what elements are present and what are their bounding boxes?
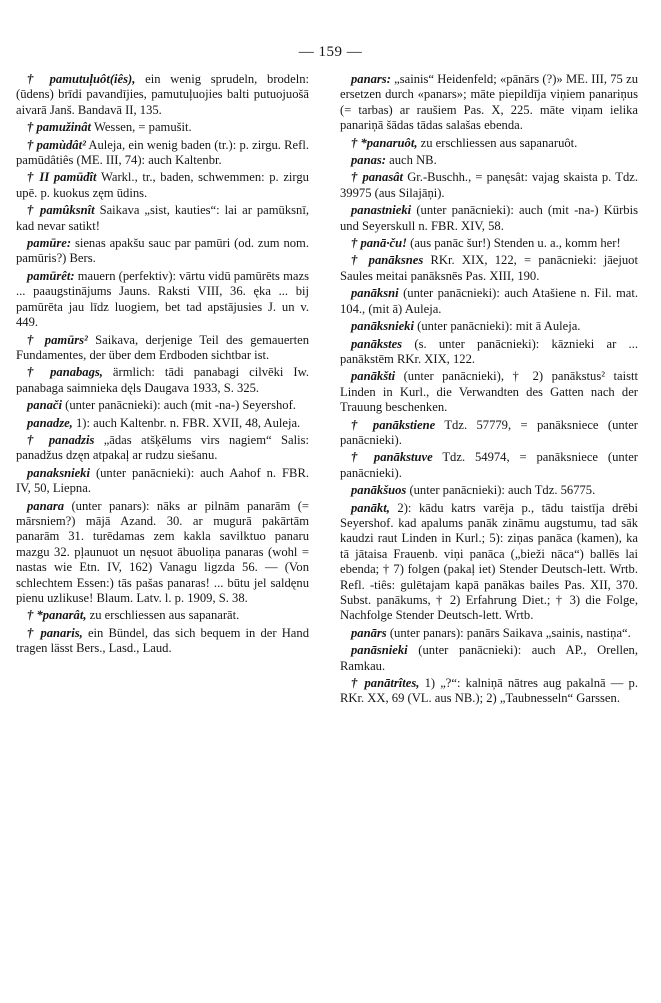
dictionary-entry [340, 450, 638, 481]
entry-headword: panaksnieki [27, 465, 90, 480]
dictionary-entry [340, 369, 638, 415]
dictionary-entry [16, 236, 309, 267]
entry-headword: † pamutuļuôt(iês), [27, 72, 136, 86]
entry-definition: sienas apakšu sauc par pamūri (od. zum nom. pamūris?) Bers. [16, 236, 309, 266]
entry-headword: panadze, [27, 415, 73, 430]
dictionary-entry [340, 418, 638, 449]
dictionary-entry [16, 466, 309, 497]
entry-definition: Gr.-Buschh., = panęsât: vajag skaista p. Tdz. 39975 (aus Silajāņi). [340, 170, 638, 200]
entry-headword: † panasât [351, 170, 404, 185]
entry-definition: mauern (perfektiv): vārtu vidū pamūrēts mazs ... paaugstinājums Jauns. Raksti VIII, 36. ęka ... bij pamūrēta jau līdz luogiem, bet tad apstājusies J. un v. 449. [16, 268, 309, 330]
entry-headword: pamūrêt: [27, 268, 75, 283]
dictionary-entry [16, 170, 309, 201]
entry-headword: † pamùdât² [27, 137, 86, 152]
entry-definition: ärmlich: tādi panabagi cilvēki Iw. panabaga saimnieka dęls Daugava 1933, S. 325. [16, 365, 310, 395]
entry-headword: † panaris, [27, 625, 83, 640]
entry-headword: panas: [351, 153, 386, 168]
dictionary-entry [340, 253, 638, 284]
entry-headword: † panabags, [27, 365, 103, 380]
entry-headword: † panā·ču! [351, 236, 407, 251]
entry-headword: panara [27, 498, 65, 513]
dictionary-entry [340, 72, 638, 134]
entry-definition: RKr. XIX, 122, = panācnieki: jāejuot Saules meitai panāksnēs Pas. XIII, 190. [340, 253, 638, 283]
dictionary-entry [340, 286, 638, 317]
entry-definition: 1): auch Kaltenbr. n. FBR. XVII, 48, Auleja. [72, 415, 301, 430]
dictionary-entry [16, 138, 309, 169]
dictionary-entry [340, 136, 638, 151]
entry-definition: „sainis“ Heidenfeld; «pānārs (?)» ME. III, 75 zu ersetzen durch «panars»; māte piepildīja viņiem panariņus (= tarbas) ar raušiem Pas. X, 225. māte viņam ielika panariņā šādas tādas salašas ebenda. [340, 72, 638, 133]
entry-headword: panākšuos [351, 483, 407, 498]
entry-definition: „ādas atšķēlums virs nagiem“ Salis: panadžus dzęn atpakaļ ar rudzu siešanu. [16, 432, 309, 463]
entry-definition: 2): kādu katrs varēja p., tādu taistīja drēbi Seyershof. kad apalums panāk zināmu augstumu, tad sāk kaudzi raut Linden in Kurl.; 5): ziņas panāca (kamen), ka tā jātaisa Frauenb. viņi panāca („bieži nāca“) ballēs lai ebenda; † 7) folgen (pakaļ iet) Stender Deutsch-lett. Wrtb. Refl. -tiês: gulētajam kapā panākas bailes Pas. XII, 370. Subst. panākums, † 2) Erfahrung Diet.; † 3) die Folge, Nachfolge Stender Deutsch-lett. Wrtb. [340, 500, 638, 623]
dictionary-entry [340, 337, 638, 368]
entry-definition: (unter panācnieki), † 2) panākstus² taistt Linden in Kurl., die Verwandten des Gatten nach der Trauung beschenken. [340, 369, 638, 415]
dictionary-entry [16, 120, 309, 135]
entry-definition: 1) „?“: kalniņā nātres aug pakalnā — p. RKr. XX, 69 (VL. aus NB.); 2) „Taubnesseln“ Garssen. [340, 676, 638, 706]
dictionary-entry [340, 643, 638, 674]
dictionary-entry [16, 72, 309, 118]
entry-definition: (unter panācnieki): auch (mit -na-) Seyershof. [61, 398, 296, 413]
entry-definition: (unter panācnieki): auch AP., Orellen, Ramkau. [340, 643, 638, 673]
entry-headword: panāsnieki [351, 643, 408, 658]
entry-definition: Wessen, = pamušit. [91, 120, 192, 135]
dictionary-entry [16, 608, 309, 623]
dictionary-entry [16, 626, 309, 657]
dictionary-entry [16, 269, 309, 331]
dictionary-entry [340, 501, 638, 624]
entry-headword: † panāksnes [351, 253, 424, 268]
entry-definition: (aus panāc šur!) Stenden u. a., komm her! [406, 236, 621, 251]
dictionary-entry [16, 203, 309, 234]
entry-definition: ein wenig sprudeln, brodeln: (ūdens) brīdi pavandījies, pamutuļuojies balti putuojuošā aivarā Janš. Bandavā II, 135. [16, 72, 309, 117]
dictionary-entry [16, 416, 309, 431]
dictionary-entry [340, 626, 638, 641]
entry-definition: Warkl., tr., baden, schwemmen: p. zirgu upē. p. kuokus zęm ūdins. [16, 170, 309, 200]
entry-definition: auch NB. [386, 153, 437, 168]
entry-headword: panākt, [351, 500, 390, 515]
dictionary-entry [340, 676, 638, 707]
dictionary-entry [340, 153, 638, 168]
entry-headword: panākstes [351, 336, 403, 351]
dictionary-entry [340, 170, 638, 201]
entry-definition: (unter panācnieki): mit ā Auleja. [413, 319, 581, 334]
dictionary-entry [16, 333, 309, 364]
entry-definition: Tdz. 57779, = panāksniece (unter panācnieki). [340, 417, 638, 447]
entry-definition: (unter panars): panārs Saikava „sainis, nastiņa“. [386, 625, 631, 640]
entry-headword: † pamûksnît [27, 203, 95, 218]
entry-definition: Saikava „sist, kauties“: lai ar pamūksnī, kad nevar satikt! [16, 203, 309, 233]
entry-definition: zu erschliessen aus sapanaruôt. [417, 135, 578, 150]
entry-definition: (unter panars): nāks ar pilnām panarām (= mārsniem?) mājā Azand. 30. ar mugurā pakārtām panarām 31. turēdamas zem kakla savilktuo panaru mazgu 32. pļaunuot un nęsuot ābuoliņa panaras (wohl = nastas wie Etn. IV, 162) Vanagu ligzda 56. — (Von schlechtem Essen:) tās pašas panaras! ... būtu jel saldęnu pienu uzlikuse! Blaum. Latv. l. p. 1909, S. 38. [16, 498, 309, 605]
entry-definition: zu erschliessen aus sapanarāt. [86, 608, 240, 623]
entry-definition: (unter panācnieki): auch Tdz. 56775. [406, 483, 596, 498]
entry-headword: panārs [351, 625, 387, 640]
dictionary-entry [340, 203, 638, 234]
dictionary-entry [16, 499, 309, 607]
entry-headword: † pamūrs² [27, 332, 88, 347]
entry-headword: pamūre: [27, 236, 72, 251]
entry-headword: † panadzis [27, 432, 95, 447]
entry-definition: (unter panācnieki): auch Atašiene n. Fil. mat. 104., (mit ā) Auleja. [340, 286, 638, 316]
entry-headword: † *panarât, [27, 608, 87, 623]
entry-headword: † panākstiene [351, 417, 436, 432]
right-column [340, 72, 638, 709]
entry-headword: † panātrîtes, [351, 676, 420, 691]
dictionary-entry [16, 365, 309, 396]
dictionary-entry [340, 483, 638, 498]
dictionary-entry [340, 319, 638, 334]
page-number: — 159 — [298, 44, 363, 60]
entry-definition: Tdz. 54974, = panāksniece (unter panācnieki). [340, 450, 638, 480]
entry-headword: panači [27, 398, 62, 413]
dictionary-entry [340, 236, 638, 251]
entry-definition: (s. unter panācnieki): kāznieki ar ... panākstēm RKr. XIX, 122. [340, 336, 638, 366]
entry-definition: Saikava, derjenige Teil des gemauerten Fundamentes, der über dem Erdboden sichtbar ist. [16, 332, 309, 362]
dictionary-entry [16, 398, 309, 413]
left-column [16, 72, 309, 659]
entry-headword: panastnieki [351, 203, 412, 218]
entry-headword: panāksnieki [351, 319, 414, 334]
entry-headword: † panākstuve [351, 450, 433, 465]
entry-definition: Auleja, ein wenig baden (tr.): p. zirgu. Refl. pamūdâtiês (ME. III, 74): auch Kaltenbr. [16, 137, 309, 168]
entry-headword: † *panaruôt, [351, 135, 418, 150]
entry-headword: panars: [351, 72, 391, 86]
entry-headword: † pamužinât [27, 120, 92, 135]
entry-headword: panāksni [351, 286, 399, 301]
entry-definition: (unter panācnieki): auch Aahof n. FBR. IV, 50, Liepna. [16, 465, 309, 496]
entry-headword: † II pamūdît [27, 170, 97, 185]
entry-definition: ein Bündel, das sich bequem in der Hand tragen lässt Bers., Lasd., Laud. [16, 625, 309, 656]
entry-headword: panākšti [351, 369, 396, 384]
entry-definition: (unter panācnieki): auch (mit -na-) Kürbis und Seyerskull n. FBR. XIV, 58. [340, 203, 638, 233]
dictionary-entry [16, 433, 309, 464]
